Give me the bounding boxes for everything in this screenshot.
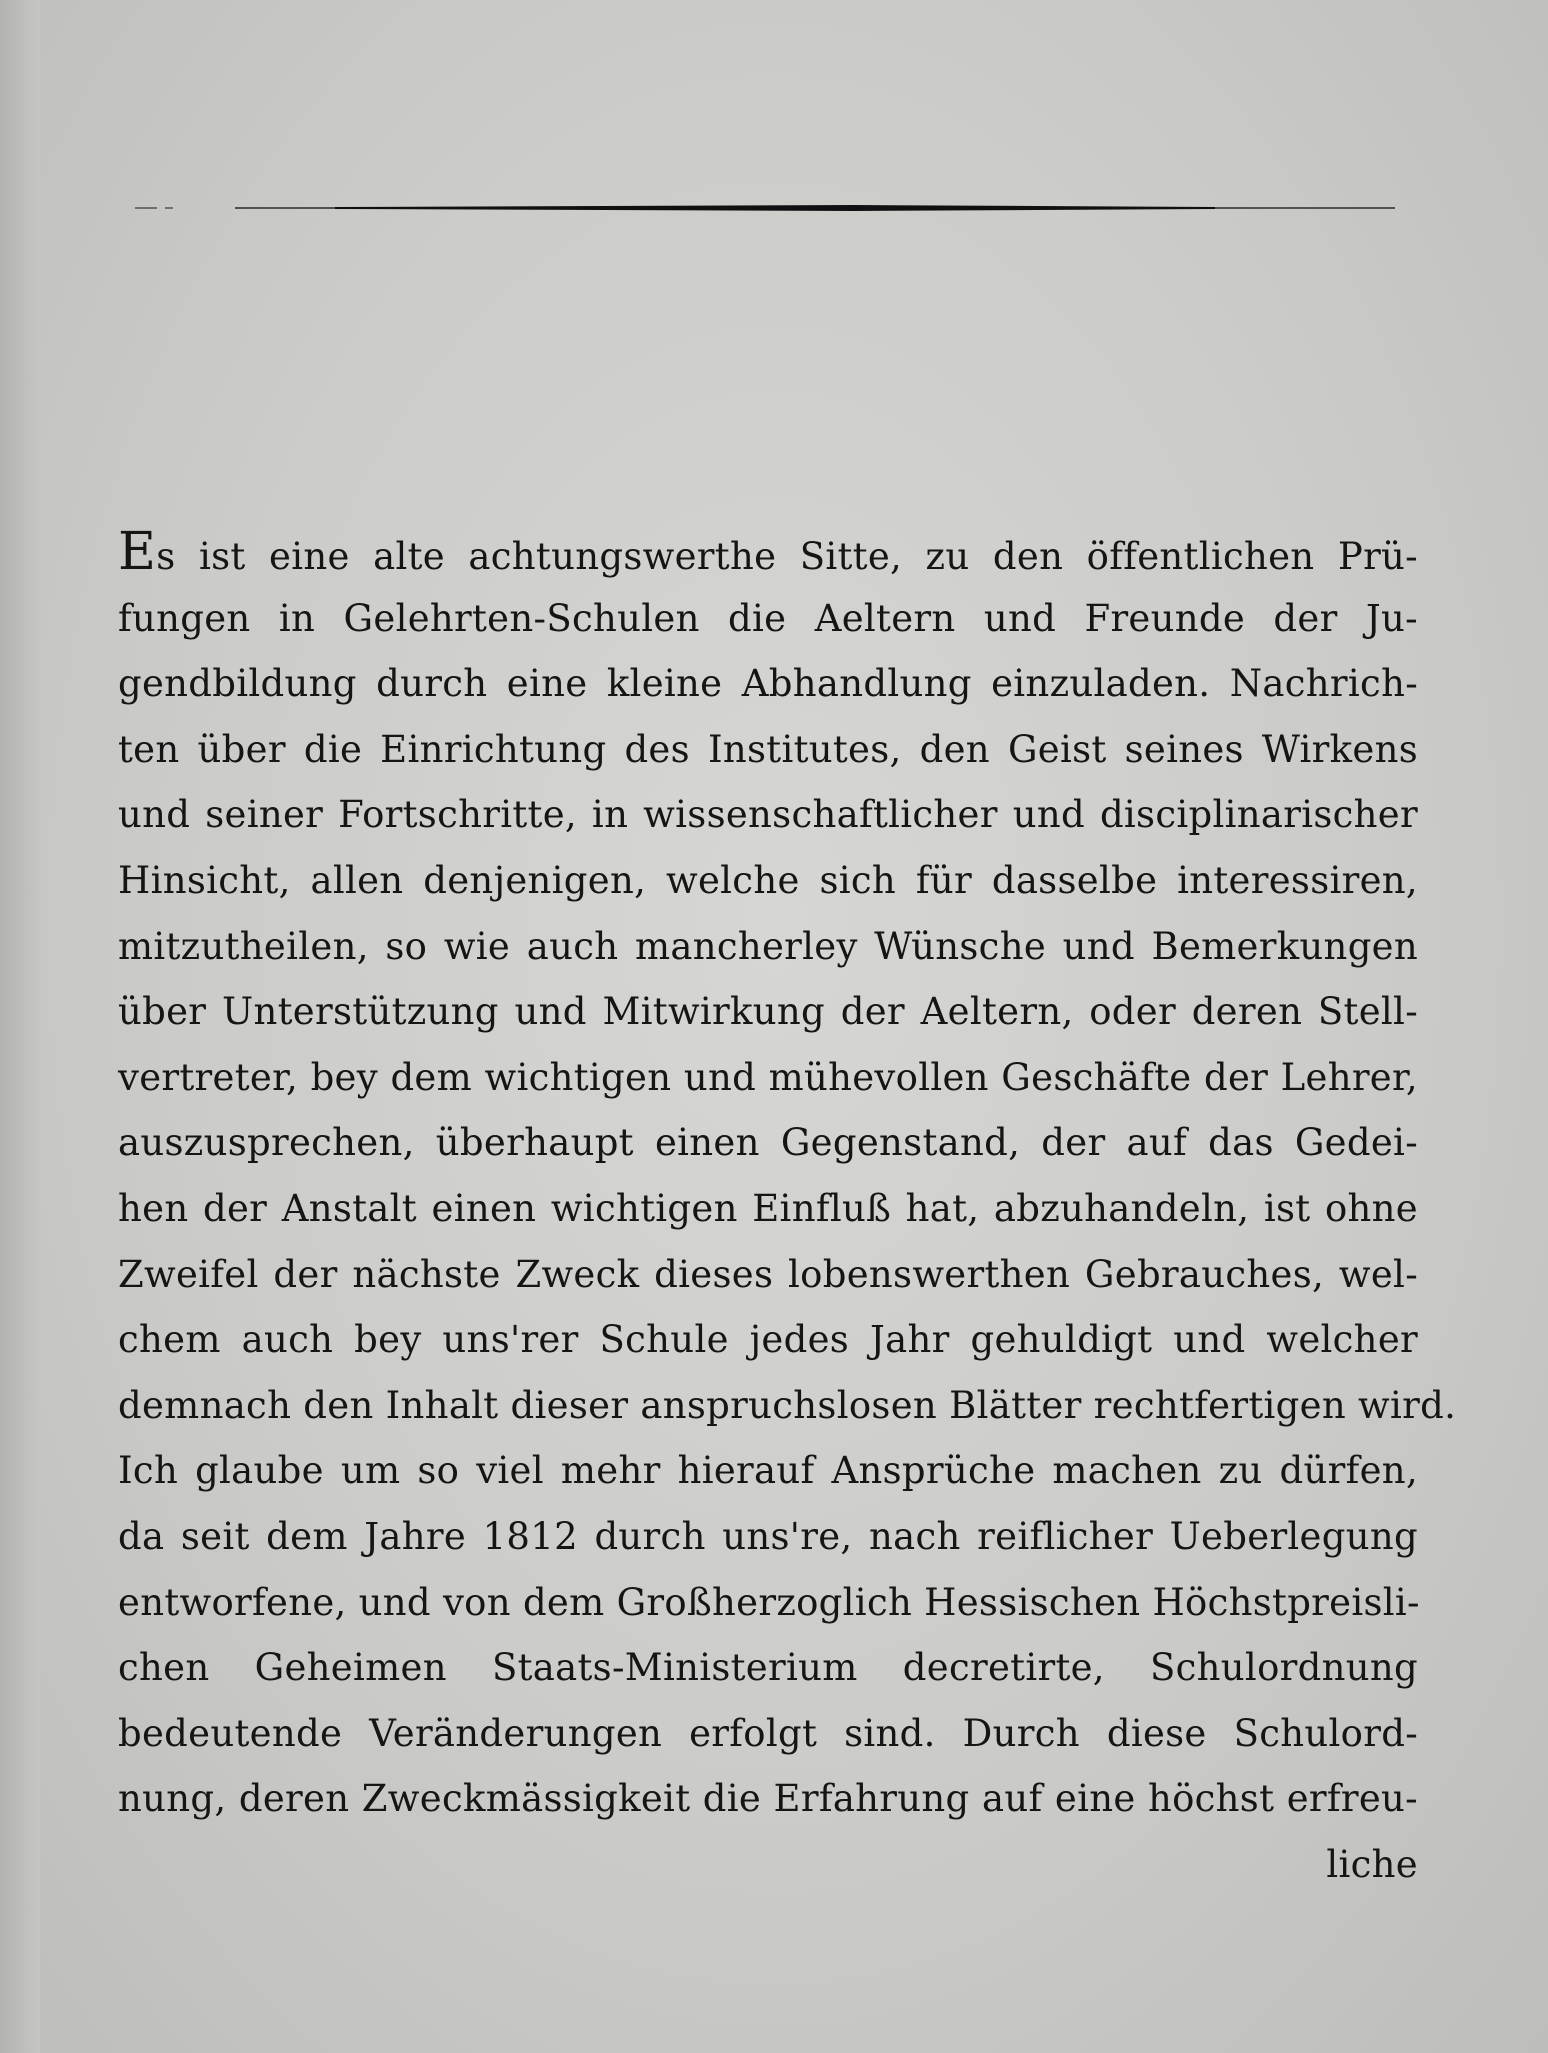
text-line: demnach den Inhalt dieser anspruchslosen Blätter rechtfertigen wird. (118, 1383, 1457, 1427)
body-text (118, 520, 1457, 1897)
text-line: mitzutheilen, so wie auch mancherley Wünsche und Bemerkungen (118, 924, 1418, 968)
rule-thick-center (335, 205, 1215, 211)
text-line: ten über die Einrichtung des Institutes, den Geist seines Wirkens (118, 727, 1418, 771)
text-line: Zweifel der nächste Zweck dieses lobenswerthen Gebrauches, wel- (118, 1252, 1418, 1296)
text-line: Es ist eine alte achtungswerthe Sitte, zu den öffentlichen Prü- (118, 522, 1418, 582)
header-ornamental-rule (135, 200, 1400, 216)
text-line: chen Geheimen Staats-Ministerium decretirte, Schulordnung (118, 1646, 1418, 1690)
text-line: chem auch bey uns'rer Schule jedes Jahr gehuldigt und welcher (118, 1318, 1418, 1362)
text-line: und seiner Fortschritte, in wissenschaftlicher und disciplinarischer (118, 793, 1418, 837)
page-gutter-shadow (0, 0, 40, 2053)
text-line: gendbildung durch eine kleine Abhandlung einzuladen. Nachrich- (118, 662, 1418, 706)
rule-graphic (135, 200, 1400, 216)
text-line: auszusprechen, überhaupt einen Gegenstand, der auf das Gedei- (118, 1121, 1418, 1165)
text-line: hen der Anstalt einen wichtigen Einfluß hat, abzuhandeln, ist ohne (118, 1186, 1418, 1230)
catchword: liche (1326, 1842, 1418, 1886)
text-line: bedeutende Veränderungen erfolgt sind. Durch diese Schulord- (118, 1711, 1418, 1755)
text-line: Ich glaube um so viel mehr hierauf Ansprüche machen zu dürfen, (118, 1449, 1418, 1493)
text-line: fungen in Gelehrten-Schulen die Aeltern und Freunde der Ju- (118, 596, 1418, 640)
text-line: über Unterstützung und Mitwirkung der Aeltern, oder deren Stell- (118, 990, 1418, 1034)
text-line: da seit dem Jahre 1812 durch uns're, nach reiflicher Ueberlegung (118, 1514, 1418, 1558)
text-line: nung, deren Zweckmässigkeit die Erfahrung auf eine höchst erfreu- (118, 1777, 1418, 1821)
text-line: Hinsicht, allen denjenigen, welche sich für dasselbe interessiren, (118, 858, 1418, 902)
text-line: vertreter, bey dem wichtigen und mühevollen Geschäfte der Lehrer, (118, 1055, 1418, 1099)
text-line: entworfene, und von dem Großherzoglich Hessischen Höchstpreisli- (118, 1580, 1420, 1624)
